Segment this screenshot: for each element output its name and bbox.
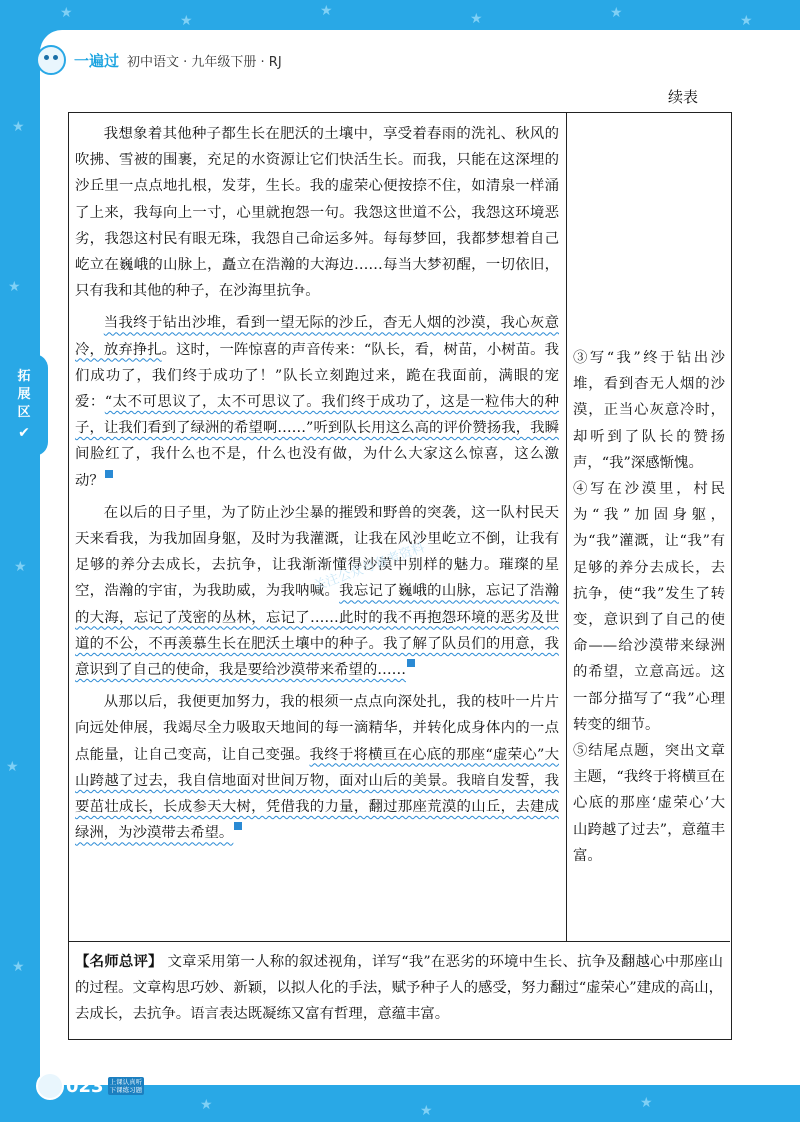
plain-text: 。这时，一阵惊喜的声音传来：“队长，看，树苗，小树苗。我们成功了，我们终于成功了！”队长立刻跑过来，跪在我面前，满眼的宠爱：	[75, 341, 559, 411]
continued-label: 续表	[668, 88, 699, 106]
page-number: 023	[66, 1075, 104, 1097]
star-icon: ★	[420, 1103, 433, 1119]
paragraph-4	[75, 689, 559, 846]
row-divider	[69, 941, 730, 942]
page-footer	[36, 1072, 144, 1100]
side-tab-char: 拓	[17, 369, 31, 384]
wavy-underlined-text: 我忘记了巍峨的山脉，忘记了浩瀚的大海，忘记了茂密的丛林，忘记了……此时的我不再抱怨环境的恶劣及世道的不公，不再羡慕生长在肥沃土壤中的种子。我了解了队员们的用意，我意识到了自己的使命，我是要给沙漠带来希望的……	[75, 583, 559, 679]
star-icon: ★	[60, 5, 73, 21]
side-tab-char: 区	[17, 405, 31, 420]
note-3: ③写“我”终于钻出沙堆，看到杳无人烟的沙漠，正当心灰意冷时，却听到了队长的赞扬声，“我”深感惭愧。	[573, 350, 725, 471]
wavy-underlined-text: 我终于将横亘在心底的那座“虚荣心”大山跨越了过去，我自信地面对世间万物，面对山后的美景。我暗自发誓，我要茁壮成长，长成参天大树，凭借我的力量，翻过那座荒漠的山丘，去建成绿洲，为沙漠带去希望。	[75, 746, 559, 842]
summary-tag: 【名师总评】	[75, 954, 163, 970]
star-icon: ★	[200, 1097, 213, 1113]
star-icon: ★	[740, 13, 753, 29]
paragraph-1: 我想象着其他种子都生长在肥沃的土壤中，享受着春雨的洗礼、秋风的吹拂、雪被的围裹，充足的水资源让它们快活生长。而我，只能在这深埋的沙丘里一点点地扎根，发芽，生长。我的虚荣心便按捺不住，如清泉一样涌了上来，我每向上一寸，心里就抱怨一句。我怨这世道不公，我怨这环境恶劣，我怨这村民有眼无珠，我怨自己命运多舛。每每梦回，我都梦想着自己屹立在巍峨的山脉上，矗立在浩瀚的大海边……每当大梦初醒，一切依旧，只有我和其他的种子，在沙海里抗争。	[75, 126, 559, 300]
paragraph-2	[75, 310, 559, 493]
slogan-line: 上课认真听	[109, 1078, 143, 1086]
side-tab-extension	[0, 354, 48, 456]
plain-text: 在以后的日子里，为了防止沙尘暴的摧毁和野兽的突袭，这一队村民天天来看我，为我加固身躯，及时为我灌溉，让我在风沙里屹立不倒，让我有足够的养分去成长，去抗争，让我渐渐懂得沙漠中别样的魅力。璀璨的星空，浩瀚的宇宙，为我助威，为我呐喊。	[75, 504, 559, 600]
annotation-marker-icon	[105, 470, 113, 478]
note-4: ④写在沙漠里，村民为“我”加固身躯，为“我”灌溉，让“我”有足够的养分去成长，去抗争，使“我”发生了转变，意识到了自己的使命——给沙漠带来绿洲的希望，立意高远。这一部分描写了“我”心理转变的细节。	[573, 481, 725, 733]
star-icon: ★	[320, 3, 333, 19]
wavy-underlined-text: “太不可思议了，太不可思议了。我们终于成功了，这是一粒伟大的种子，让我们看到了绿洲的希望啊……”听到队长用这么高的评价赞扬我，我瞬	[75, 394, 559, 437]
mascot-icon	[36, 1072, 64, 1100]
star-icon: ★	[14, 559, 27, 575]
teacher-summary	[75, 949, 723, 1028]
slogan-line: 下课练习题	[109, 1086, 143, 1094]
star-icon: ★	[6, 759, 19, 775]
note-5: ⑤结尾点题，突出文章主题，“我终于将横亘在心底的那座‘虚荣心’大山跨越了过去”，意蕴丰富。	[573, 743, 725, 864]
page-header	[36, 45, 282, 75]
star-icon: ★	[8, 279, 21, 295]
plain-text: 从那以后，我便更加努力，我的根须一点点向深处扎，我的枝叶一片片向远处伸展，我竭尽全力吸取天地间的每一滴精华，并转化成身体内的一点点能量，让自己变高，让自己变强。	[75, 694, 559, 763]
star-icon: ★	[610, 5, 623, 21]
essay-table	[68, 112, 732, 1040]
essay-body	[75, 121, 559, 846]
star-icon: ★	[470, 11, 483, 27]
star-icon: ★	[640, 1095, 653, 1111]
check-icon: ✔	[18, 425, 30, 441]
column-divider	[566, 113, 567, 941]
annotation-notes	[573, 345, 725, 869]
annotation-marker-icon	[234, 822, 242, 830]
book-title: 初中语文 · 九年级下册 · RJ	[127, 54, 282, 70]
mascot-logo-icon	[36, 45, 66, 75]
side-tab-char: 展	[17, 387, 31, 402]
star-icon: ★	[12, 119, 25, 135]
star-icon: ★	[180, 13, 193, 29]
summary-text: 文章采用第一人称的叙述视角，详写“我”在恶劣的环境中生长、抗争及翻越心中那座山的过程。文章构思巧妙、新颖，以拟人化的手法，赋予种子人的感受，努力翻过“虚荣心”建成的高山，去成长，去抗争。语言表达既凝练又富有哲理，意蕴丰富。	[75, 954, 723, 1023]
brand-name: 一遍过	[74, 51, 120, 70]
plain-text: 间脸红了，我什么也不是，什么也没有做，为什么大家这么惊喜，这么激动？	[75, 446, 559, 489]
star-icon: ★	[12, 959, 25, 975]
annotation-marker-icon	[407, 659, 415, 667]
watermark: 关注公众号备考资料	[311, 540, 427, 595]
footer-slogan	[108, 1077, 145, 1095]
wavy-underlined-text: 当我终于钻出沙堆，看到一望无际的沙丘，杳无人烟的沙漠，我心灰意冷，放弃挣扎	[75, 315, 559, 358]
